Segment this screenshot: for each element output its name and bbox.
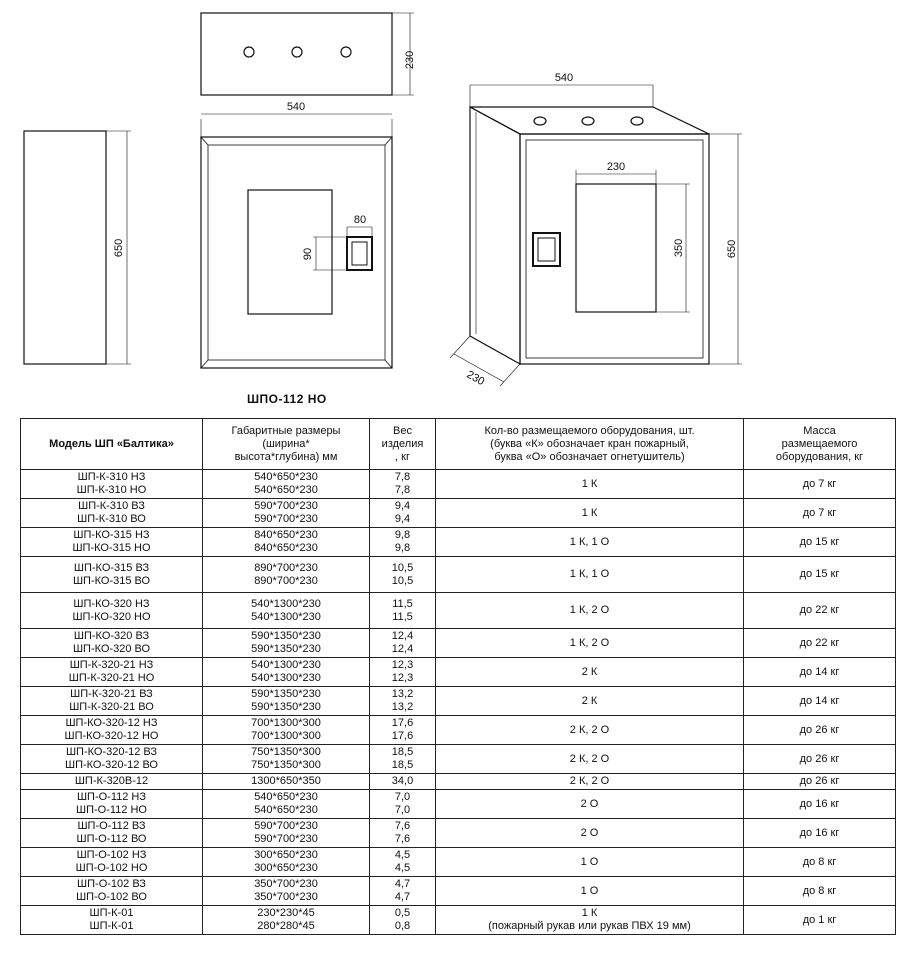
mass-cell: до 22 кг [744, 593, 896, 629]
mass-cell: до 26 кг [744, 716, 896, 745]
mass-cell: до 1 кг [744, 906, 896, 935]
table-row [21, 774, 896, 790]
equipment-cell: 1 К, 2 О [436, 629, 744, 658]
mass-cell: до 7 кг [744, 470, 896, 499]
model-cell: ШП-О-112 НЗ ШП-О-112 НО [21, 790, 203, 819]
dim-window-width: 230 [606, 161, 626, 173]
model-cell: ШП-КО-320-12 ВЗ ШП-КО-320-12 ВО [21, 745, 203, 774]
weight-cell: 4,7 4,7 [370, 877, 436, 906]
model-cell: ШП-О-112 ВЗ ШП-О-112 ВО [21, 819, 203, 848]
equipment-cell: 2 О [436, 790, 744, 819]
persp-window [576, 184, 656, 312]
table-row [21, 790, 896, 819]
table-row [21, 819, 896, 848]
dim-window-height: 350 [673, 238, 685, 258]
perspective-view [470, 107, 709, 364]
model-cell: ШП-К-320-21 НЗ ШП-К-320-21 НО [21, 658, 203, 687]
equipment-cell: 2 К, 2 О [436, 774, 744, 790]
top-view [201, 13, 392, 95]
model-cell: ШП-КО-320 ВЗ ШП-КО-320 ВО [21, 629, 203, 658]
dim-persp-width: 540 [554, 72, 574, 84]
mass-cell: до 14 кг [744, 687, 896, 716]
dim-handle-height: 90 [302, 247, 314, 261]
dims-cell: 300*650*230 300*650*230 [203, 848, 370, 877]
equipment-cell: 2 К [436, 687, 744, 716]
weight-cell: 34,0 [370, 774, 436, 790]
dims-cell: 230*230*45 280*280*45 [203, 906, 370, 935]
weight-cell: 17,6 17,6 [370, 716, 436, 745]
table-row [21, 499, 896, 528]
equipment-cell: 2 К, 2 О [436, 716, 744, 745]
dims-cell: 540*650*230 540*650*230 [203, 470, 370, 499]
model-cell: ШП-К-320-21 ВЗ ШП-К-320-21 ВО [21, 687, 203, 716]
dims-cell: 350*700*230 350*700*230 [203, 877, 370, 906]
table-row [21, 658, 896, 687]
model-cell: ШП-О-102 НЗ ШП-О-102 НО [21, 848, 203, 877]
dim-side-height: 650 [113, 238, 125, 258]
model-cell: ШП-О-102 ВЗ ШП-О-102 ВО [21, 877, 203, 906]
mass-cell: до 8 кг [744, 848, 896, 877]
dim-front-width: 540 [286, 101, 306, 113]
dims-cell: 540*650*230 540*650*230 [203, 790, 370, 819]
dims-cell: 590*1350*230 590*1350*230 [203, 629, 370, 658]
dim-persp-depth: 230 [464, 368, 487, 389]
dims-cell: 700*1300*300 700*1300*300 [203, 716, 370, 745]
dim-handle-width: 80 [353, 214, 367, 226]
equipment-cell: 1 О [436, 848, 744, 877]
dims-cell: 1300*650*350 [203, 774, 370, 790]
equipment-cell: 1 К (пожарный рукав или рукав ПВХ 19 мм) [436, 906, 744, 935]
mass-cell: до 7 кг [744, 499, 896, 528]
mass-cell: до 14 кг [744, 658, 896, 687]
top-hole [341, 47, 351, 57]
header-equipment: Кол-во размещаемого оборудования, шт. (буква «К» обозначает кран пожарный, буква «О» обозначает огнетушитель) [436, 419, 744, 470]
front-window [248, 190, 332, 314]
table-row [21, 848, 896, 877]
weight-cell: 0,5 0,8 [370, 906, 436, 935]
drawing-caption: ШПО-112 НО [247, 392, 327, 406]
top-hole [292, 47, 302, 57]
header-model: Модель ШП «Балтика» [21, 419, 203, 470]
equipment-cell: 1 О [436, 877, 744, 906]
equipment-cell: 2 О [436, 819, 744, 848]
equipment-cell: 2 К, 2 О [436, 745, 744, 774]
weight-cell: 12,3 12,3 [370, 658, 436, 687]
cabinet-drawing [0, 0, 905, 420]
front-view [201, 137, 392, 368]
model-cell: ШП-КО-315 ВЗ ШП-КО-315 ВО [21, 557, 203, 593]
mass-cell: до 26 кг [744, 745, 896, 774]
table-row [21, 745, 896, 774]
weight-cell: 11,5 11,5 [370, 593, 436, 629]
dims-cell: 590*700*230 590*700*230 [203, 499, 370, 528]
equipment-cell: 1 К, 2 О [436, 593, 744, 629]
mass-cell: до 16 кг [744, 819, 896, 848]
model-cell: ШП-КО-320-12 НЗ ШП-КО-320-12 НО [21, 716, 203, 745]
dims-cell: 540*1300*230 540*1300*230 [203, 593, 370, 629]
weight-cell: 9,8 9,8 [370, 528, 436, 557]
weight-cell: 7,0 7,0 [370, 790, 436, 819]
dims-cell: 750*1350*300 750*1350*300 [203, 745, 370, 774]
equipment-cell: 1 К [436, 499, 744, 528]
dim-persp-height: 650 [726, 239, 738, 259]
weight-cell: 10,5 10,5 [370, 557, 436, 593]
side-view [24, 131, 106, 364]
mass-cell: до 15 кг [744, 528, 896, 557]
header-mass: Масса размещаемого оборудования, кг [744, 419, 896, 470]
table-row [21, 687, 896, 716]
model-cell: ШП-КО-320 НЗ ШП-КО-320 НО [21, 593, 203, 629]
dims-cell: 590*1350*230 590*1350*230 [203, 687, 370, 716]
weight-cell: 4,5 4,5 [370, 848, 436, 877]
model-cell: ШП-К-320В-12 [21, 774, 203, 790]
weight-cell: 18,5 18,5 [370, 745, 436, 774]
table-header-row [21, 419, 896, 470]
model-cell: ШП-К-310 ВЗ ШП-К-310 ВО [21, 499, 203, 528]
weight-cell: 12,4 12,4 [370, 629, 436, 658]
mass-cell: до 16 кг [744, 790, 896, 819]
model-cell: ШП-КО-315 НЗ ШП-КО-315 НО [21, 528, 203, 557]
model-cell: ШП-К-01 ШП-К-01 [21, 906, 203, 935]
equipment-cell: 1 К [436, 470, 744, 499]
table-row [21, 906, 896, 935]
weight-cell: 7,6 7,6 [370, 819, 436, 848]
top-hole [244, 47, 254, 57]
table-body [21, 470, 896, 935]
table-row [21, 593, 896, 629]
weight-cell: 13,2 13,2 [370, 687, 436, 716]
table-row [21, 557, 896, 593]
table-row [21, 470, 896, 499]
header-weight: Вес изделия , кг [370, 419, 436, 470]
weight-cell: 7,8 7,8 [370, 470, 436, 499]
header-dims: Габаритные размеры (ширина* высота*глубина) мм [203, 419, 370, 470]
table-row [21, 716, 896, 745]
table-row [21, 629, 896, 658]
mass-cell: до 8 кг [744, 877, 896, 906]
models-table [20, 418, 896, 935]
weight-cell: 9,4 9,4 [370, 499, 436, 528]
mass-cell: до 26 кг [744, 774, 896, 790]
dims-cell: 890*700*230 890*700*230 [203, 557, 370, 593]
dim-top-height: 230 [404, 50, 416, 70]
model-cell: ШП-К-310 НЗ ШП-К-310 НО [21, 470, 203, 499]
table-row [21, 877, 896, 906]
equipment-cell: 2 К [436, 658, 744, 687]
dims-cell: 590*700*230 590*700*230 [203, 819, 370, 848]
table-row [21, 528, 896, 557]
equipment-cell: 1 К, 1 О [436, 557, 744, 593]
dims-cell: 540*1300*230 540*1300*230 [203, 658, 370, 687]
dims-cell: 840*650*230 840*650*230 [203, 528, 370, 557]
mass-cell: до 15 кг [744, 557, 896, 593]
equipment-cell: 1 К, 1 О [436, 528, 744, 557]
mass-cell: до 22 кг [744, 629, 896, 658]
